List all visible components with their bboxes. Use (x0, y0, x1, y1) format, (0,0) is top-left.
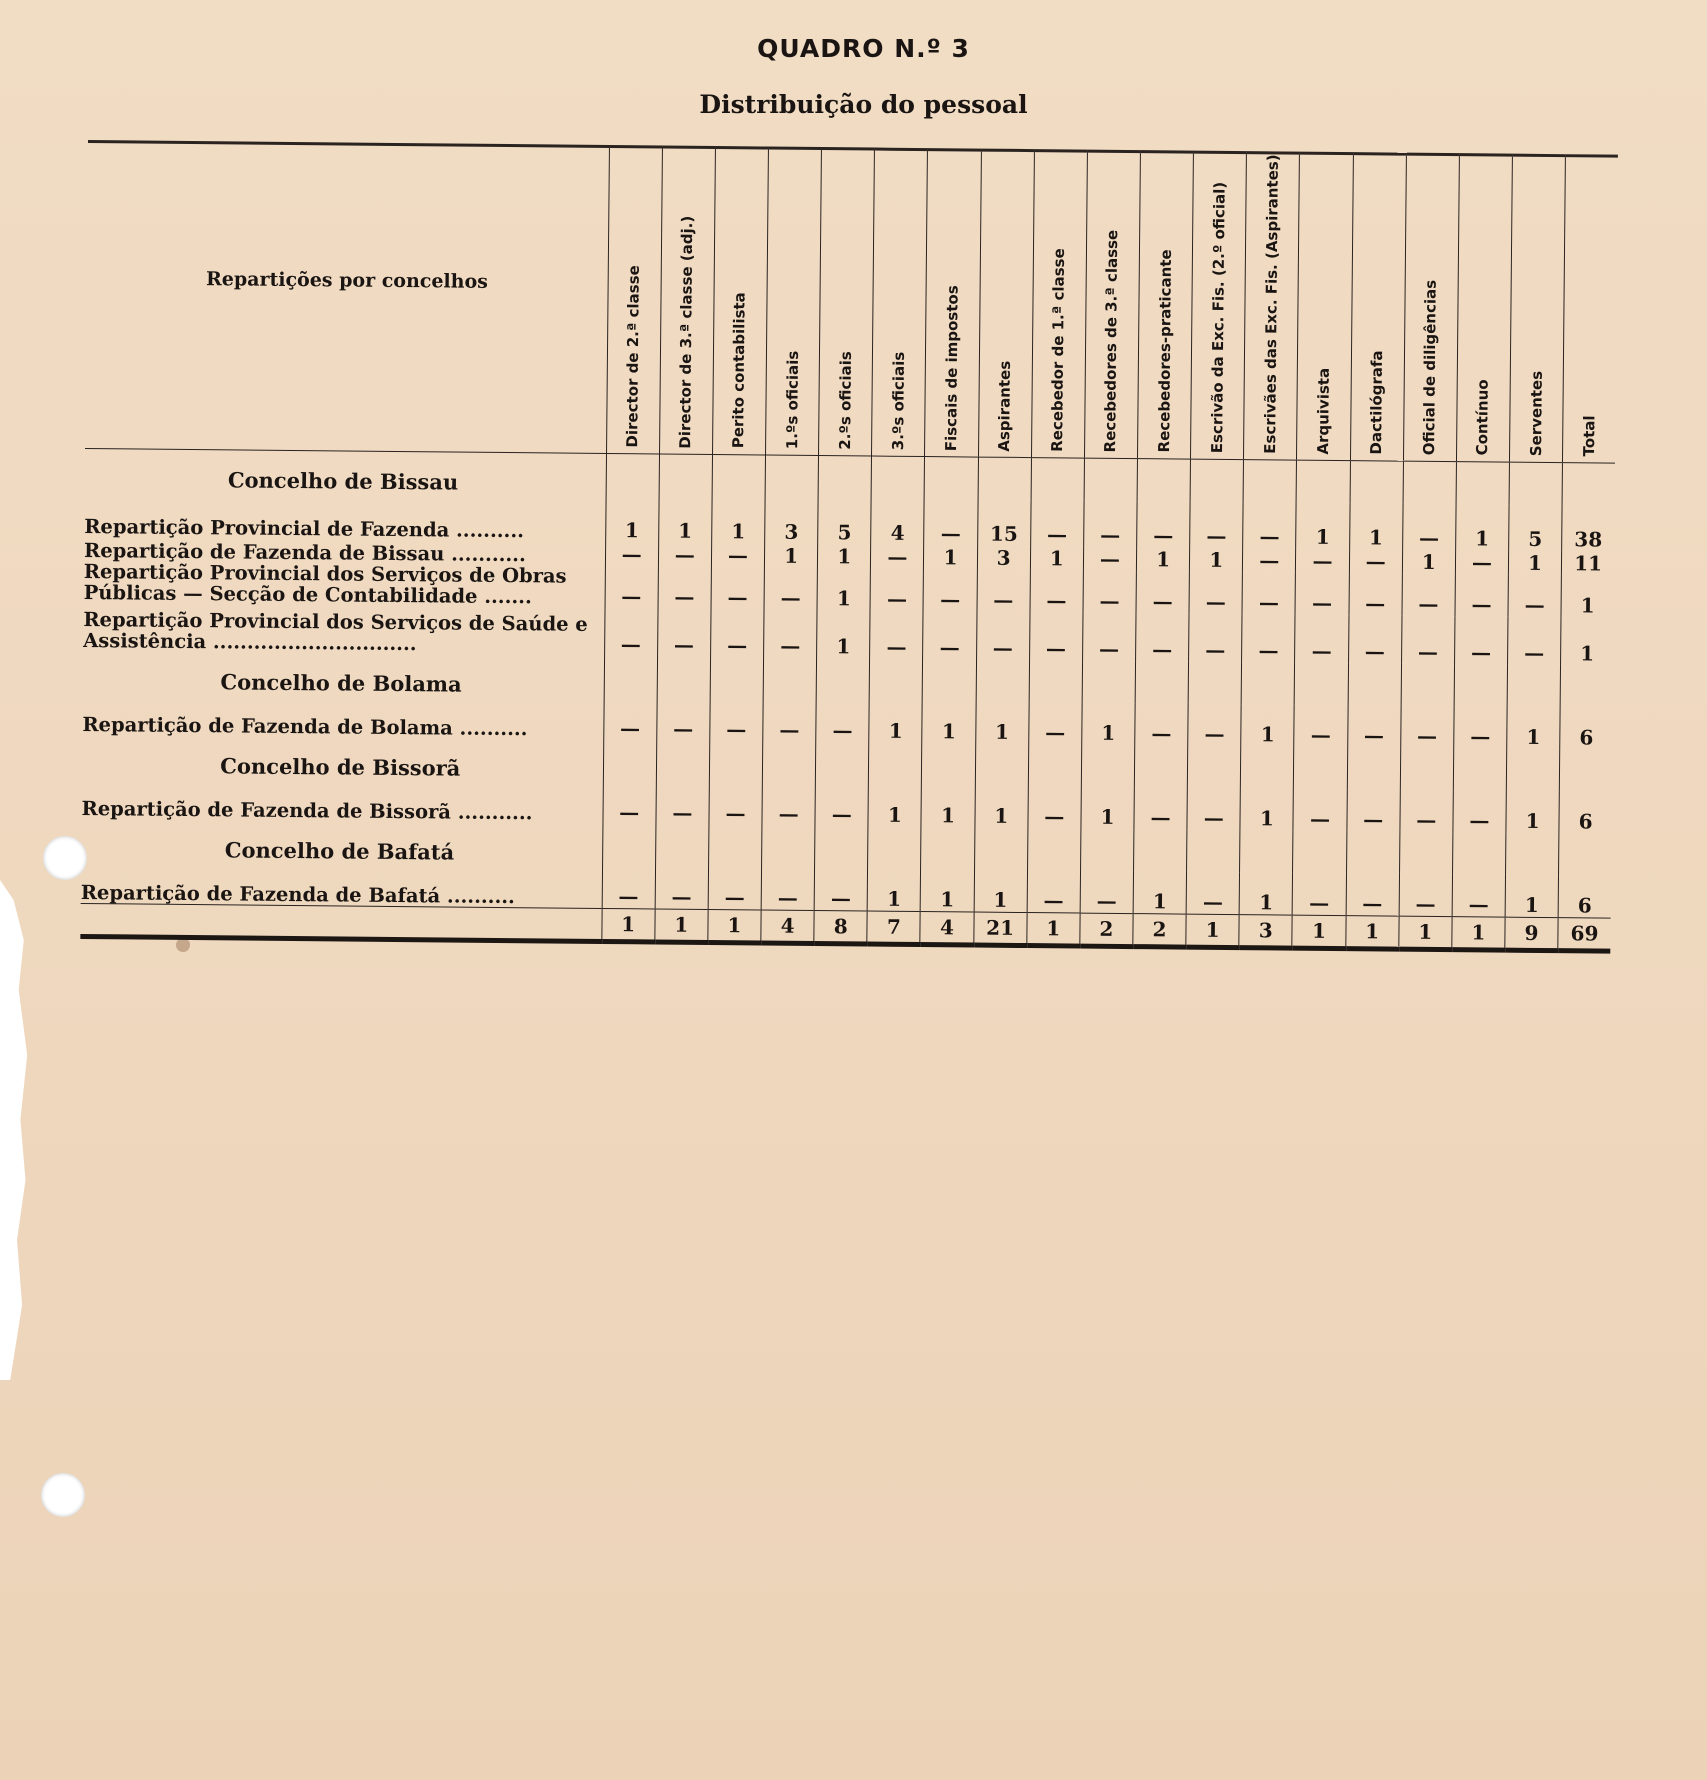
empty-cell (1241, 747, 1295, 790)
table-cell: — (1455, 551, 1508, 576)
torn-paper-edge (0, 880, 34, 1380)
row-label: Repartição Provincial de Fazenda .......... (84, 515, 525, 543)
total-cell: 4 (761, 910, 814, 944)
column-header (1084, 151, 1140, 459)
table-cell: 1 (975, 786, 1029, 829)
table-cell: — (1083, 571, 1137, 614)
column-header (1297, 153, 1353, 461)
table-cell: — (1348, 616, 1402, 665)
empty-cell (1399, 832, 1453, 875)
row-header-cell (85, 141, 609, 453)
total-cell: 1 (655, 909, 708, 943)
table-cell: — (1136, 572, 1190, 615)
empty-cell (1031, 458, 1085, 501)
table-cell: — (708, 867, 762, 910)
column-header (819, 149, 875, 457)
table-cell: — (1402, 574, 1456, 617)
empty-cell (1560, 666, 1613, 709)
total-cell: 8 (814, 911, 867, 945)
column-header (1456, 155, 1512, 463)
row-label: Repartição de Fazenda de Bafatá .......... (80, 881, 515, 909)
column-header-label: Perito contabilista (729, 292, 750, 449)
table-cell: — (655, 867, 709, 910)
table-cell: — (1080, 871, 1134, 914)
empty-cell (655, 825, 709, 868)
empty-cell (1137, 459, 1191, 502)
table-cell: — (1349, 550, 1402, 575)
table-cell: — (1186, 872, 1240, 915)
table-cell: 1 (658, 497, 712, 544)
empty-cell (869, 659, 923, 702)
row-total-cell: 6 (1560, 708, 1613, 751)
empty-cell (1454, 665, 1508, 708)
table-cell: — (711, 543, 764, 568)
table-cell: — (657, 609, 711, 658)
table-cell: — (1399, 874, 1453, 917)
table-cell: — (761, 868, 815, 911)
table-cell: 1 (1082, 703, 1136, 746)
empty-cell (1403, 462, 1457, 505)
table-cell: 1 (922, 701, 976, 744)
empty-cell (1295, 663, 1349, 706)
empty-cell (1346, 832, 1400, 875)
table-cell: — (1508, 617, 1562, 666)
staff-distribution-table-wrapper (80, 140, 1618, 954)
empty-cell (1241, 663, 1295, 706)
empty-cell (710, 657, 764, 700)
group-name: Concelho de Bolama (220, 669, 462, 698)
column-header-label: Director de 3.ª classe (adj.) (676, 215, 697, 449)
table-cell: — (1134, 787, 1188, 830)
total-cell: 1 (1027, 913, 1080, 947)
table-cell: — (870, 569, 924, 612)
totals-label-cell (80, 904, 601, 942)
total-cell: 9 (1505, 918, 1558, 952)
table-cell: — (1296, 549, 1349, 574)
table-cell: 1 (1402, 550, 1455, 575)
empty-cell (1400, 748, 1454, 791)
empty-cell (975, 744, 1029, 787)
group-name: Concelho de Bissorã (220, 753, 461, 782)
table-cell: — (1453, 791, 1507, 834)
table-cell: — (814, 868, 868, 911)
table-cell: — (657, 699, 711, 742)
empty-cell (1187, 830, 1241, 873)
table-cell: 5 (818, 498, 872, 545)
column-header-label: 3.ºs oficiais (888, 351, 908, 451)
empty-cell (978, 457, 1032, 500)
table-cell: 1 (975, 702, 1029, 745)
empty-cell (659, 454, 713, 497)
empty-cell (1028, 744, 1082, 787)
empty-cell (1135, 662, 1189, 705)
table-cell: — (603, 782, 657, 825)
column-header (1138, 152, 1194, 460)
empty-cell (606, 454, 660, 497)
column-header-label: Escrivães das Exc. Fis. (Aspirantes) (1260, 154, 1282, 454)
table-cell: — (1028, 702, 1082, 745)
table-cell: 1 (1081, 787, 1135, 830)
page-subtitle: Distribuição do pessoal (699, 90, 1028, 119)
empty-cell (712, 455, 766, 498)
empty-cell (1452, 833, 1506, 876)
row-total-cell: 1 (1561, 576, 1614, 619)
table-cell: 1 (1241, 705, 1295, 748)
table-cell: — (1136, 614, 1190, 663)
empty-cell (921, 827, 975, 870)
column-header-label: Arquivista (1314, 367, 1333, 455)
table-cell: — (1188, 704, 1242, 747)
table-cell: — (658, 543, 711, 568)
table-cell: 1 (817, 568, 871, 611)
table-cell: — (656, 783, 710, 826)
table-cell: 1 (924, 545, 977, 570)
table-cell: 1 (764, 544, 817, 569)
table-cell: — (764, 610, 818, 659)
column-header (1350, 154, 1406, 462)
table-cell: — (976, 612, 1030, 661)
table-cell: — (1347, 706, 1401, 749)
table-cell: — (1346, 790, 1400, 833)
table-cell: — (1295, 615, 1349, 664)
total-cell: 3 (1239, 915, 1292, 949)
column-header-label: Serventes (1526, 370, 1546, 457)
empty-cell (1084, 459, 1138, 502)
empty-cell (602, 824, 656, 867)
table-cell: — (605, 566, 659, 609)
empty-cell (1187, 746, 1241, 789)
row-label: Repartição de Fazenda de Bolama .......... (82, 713, 528, 741)
table-cell: — (870, 611, 924, 660)
empty-cell (869, 743, 923, 786)
punch-hole-lower (41, 1473, 85, 1517)
table-cell: — (1028, 786, 1082, 829)
table-cell: 1 (1296, 503, 1350, 550)
empty-cell (871, 456, 925, 499)
table-cell: 1 (868, 785, 922, 828)
table-cell: 1 (921, 785, 975, 828)
column-header (712, 148, 768, 456)
column-header (872, 149, 928, 457)
empty-cell (765, 455, 819, 498)
empty-cell (762, 826, 816, 869)
table-cell: — (1400, 790, 1454, 833)
empty-cell (1080, 829, 1134, 872)
group-name: Concelho de Bissau (227, 467, 459, 495)
table-cell: — (710, 699, 764, 742)
empty-cell (1029, 660, 1083, 703)
table-cell: — (1190, 502, 1244, 549)
empty-cell (1293, 831, 1347, 874)
column-header-label: Escrivão da Exc. Fis. (2.º oficial) (1207, 181, 1229, 454)
empty-cell (1507, 665, 1561, 708)
table-cell: — (815, 784, 869, 827)
empty-cell (603, 740, 657, 783)
empty-cell (925, 457, 979, 500)
column-header (1563, 156, 1618, 464)
table-cell: — (924, 499, 978, 546)
column-header-label: Total (1579, 415, 1598, 457)
row-label: Repartição de Fazenda de Bissorã ........... (81, 797, 533, 825)
empty-cell (709, 741, 763, 784)
total-cell: 1 (1399, 917, 1452, 951)
empty-cell (656, 741, 710, 784)
table-cell: 1 (1349, 504, 1403, 551)
table-cell: 3 (765, 498, 819, 545)
table-cell: — (1029, 612, 1083, 661)
table-cell: 1 (867, 869, 921, 912)
empty-cell (1559, 750, 1612, 793)
table-cell: — (1083, 547, 1136, 572)
table-cell: 1 (1190, 548, 1243, 573)
empty-cell (1082, 661, 1136, 704)
table-cell: 1 (1505, 875, 1559, 918)
table-cell: — (604, 608, 658, 657)
empty-cell (1027, 828, 1081, 871)
empty-cell (604, 656, 658, 699)
table-cell: 1 (1239, 873, 1293, 916)
column-header (606, 147, 662, 455)
total-cell: 4 (920, 912, 973, 946)
table-cell: — (1082, 613, 1136, 662)
table-cell: — (1294, 705, 1348, 748)
empty-cell (1243, 460, 1297, 503)
empty-cell (1188, 662, 1242, 705)
total-cell: 1 (1292, 916, 1345, 950)
table-cell: 3 (977, 546, 1030, 571)
table-cell: — (709, 783, 763, 826)
row-total-cell: 1 (1561, 618, 1614, 667)
row-total-cell: 6 (1558, 876, 1611, 919)
empty-cell (1134, 829, 1188, 872)
table-cell: — (764, 568, 818, 611)
table-cell: 1 (1508, 551, 1561, 576)
empty-cell (708, 825, 762, 868)
table-cell: — (1242, 573, 1296, 616)
column-header (1031, 151, 1087, 459)
table-cell: 1 (1506, 791, 1560, 834)
column-header-label: Recebedores de 3.ª classe (1101, 229, 1122, 453)
empty-cell (922, 743, 976, 786)
row-label: Repartição Provincial dos Serviços de Obras Públicas — Secção de Contabilidade ....... (83, 560, 567, 609)
empty-cell (818, 456, 872, 499)
table-cell: — (1187, 788, 1241, 831)
empty-cell (1401, 664, 1455, 707)
table-cell: — (1452, 875, 1506, 918)
column-header-label: 1.ºs oficiais (782, 350, 802, 450)
table-cell: — (1402, 504, 1456, 551)
column-header-label: 2.ºs oficiais (835, 351, 855, 450)
column-header (1403, 154, 1459, 462)
table-cell: — (711, 567, 765, 610)
table-cell: — (763, 700, 817, 743)
table-cell: 1 (1507, 707, 1561, 750)
row-label: Repartição Provincial dos Serviços de Saúde e Assistência .............................. (83, 608, 588, 656)
table-cell: — (658, 567, 712, 610)
column-header-label: Recebedores-praticante (1154, 249, 1175, 453)
table-cell: — (1508, 575, 1562, 618)
column-header-label: Contínuo (1473, 379, 1493, 456)
table-cell: — (1137, 502, 1191, 549)
empty-cell (1456, 462, 1510, 505)
table-cell: — (602, 866, 656, 909)
empty-cell (762, 742, 816, 785)
table-cell: — (1030, 570, 1084, 613)
total-cell: 1 (601, 909, 654, 943)
empty-cell (923, 659, 977, 702)
empty-cell (816, 742, 870, 785)
table-cell: 1 (1240, 789, 1294, 832)
table-body (80, 449, 1615, 952)
table-cell: 1 (974, 870, 1028, 913)
table-cell: — (1027, 870, 1081, 913)
empty-cell (816, 658, 870, 701)
empty-cell (1081, 745, 1135, 788)
table-cell: — (1189, 614, 1243, 663)
table-cell: — (1030, 500, 1084, 547)
column-header (1509, 155, 1565, 463)
empty-cell (1347, 748, 1401, 791)
total-cell: 1 (1345, 916, 1398, 950)
table-cell: — (1293, 789, 1347, 832)
table-cell: 15 (977, 500, 1031, 547)
total-cell: 1 (1452, 917, 1505, 951)
table-cell: — (605, 542, 658, 567)
table-cell: 1 (817, 610, 871, 659)
total-cell: 2 (1133, 914, 1186, 948)
table-cell: — (1243, 549, 1296, 574)
table-cell: — (871, 545, 924, 570)
table-cell: 1 (712, 497, 766, 544)
column-header (978, 150, 1034, 458)
table-cell: — (977, 570, 1031, 613)
table-cell: 1 (1133, 871, 1187, 914)
empty-cell (1297, 461, 1351, 504)
empty-cell (974, 828, 1028, 871)
group-name: Concelho de Bafatá (224, 837, 455, 865)
table-cell: — (1401, 616, 1455, 665)
empty-cell (1294, 747, 1348, 790)
empty-cell (1190, 460, 1244, 503)
table-cell: — (1243, 503, 1297, 550)
table-cell: 1 (818, 544, 871, 569)
total-cell: 2 (1080, 913, 1133, 947)
total-cell: 1 (1186, 915, 1239, 949)
empty-cell (1348, 664, 1402, 707)
empty-cell (815, 826, 869, 869)
empty-cell (1453, 749, 1507, 792)
column-header (925, 150, 981, 458)
table-cell: 1 (1455, 505, 1509, 552)
table-cell: — (1295, 573, 1349, 616)
table-cell: 1 (605, 496, 659, 543)
total-cell: 1 (708, 910, 761, 944)
table-cell: — (710, 609, 764, 658)
column-header-label: Recebedor de 1.ª classe (1048, 248, 1069, 452)
table-cell: — (923, 611, 977, 660)
empty-cell (1350, 461, 1404, 504)
column-header (1244, 153, 1300, 461)
empty-cell (868, 827, 922, 870)
column-header (766, 148, 822, 456)
table-cell: — (1454, 617, 1508, 666)
table-cell: — (603, 698, 657, 741)
empty-cell (1506, 833, 1560, 876)
empty-cell (1134, 745, 1188, 788)
column-header-label: Director de 2.ª classe (623, 265, 643, 448)
table-cell: — (1346, 874, 1400, 917)
total-cell: 69 (1558, 918, 1611, 952)
table-cell: — (816, 700, 870, 743)
total-cell: 21 (973, 912, 1026, 946)
empty-cell (1559, 834, 1612, 877)
table-cell: — (923, 569, 977, 612)
empty-cell (976, 660, 1030, 703)
row-total-cell: 11 (1562, 552, 1615, 577)
table-cell: — (762, 784, 816, 827)
column-header-label: Dactilógrafa (1367, 350, 1387, 455)
table-cell: — (1084, 501, 1138, 548)
column-header (659, 147, 715, 455)
table-cell: — (1455, 575, 1509, 618)
table-cell: — (1349, 574, 1403, 617)
empty-cell (1240, 831, 1294, 874)
row-total-cell: 6 (1559, 792, 1612, 835)
table-cell: — (1454, 707, 1508, 750)
empty-cell (1509, 463, 1563, 506)
column-header-label: Fiscais de impostos (942, 284, 962, 451)
column-header (1191, 152, 1247, 460)
table-cell: — (1293, 873, 1347, 916)
column-header-label: Oficial de diligências (1420, 279, 1440, 456)
empty-cell (1562, 463, 1615, 506)
table-cell: 5 (1509, 505, 1563, 552)
table-cell: 4 (871, 499, 925, 546)
row-label: Repartição de Fazenda de Bissau ........... (83, 539, 526, 567)
table-cell: — (1400, 706, 1454, 749)
table-cell: 1 (869, 701, 923, 744)
table-cell: 1 (1030, 546, 1083, 571)
table-cell: 1 (921, 869, 975, 912)
staff-distribution-table (80, 140, 1618, 954)
table-cell: — (1135, 703, 1189, 746)
column-header-label: Aspirantes (995, 360, 1015, 452)
page-title: QUADRO N.º 3 (757, 34, 970, 63)
table-cell: — (1242, 615, 1296, 664)
empty-cell (763, 658, 817, 701)
table-cell: 1 (1136, 548, 1189, 573)
total-cell: 7 (867, 911, 920, 945)
empty-cell (1506, 749, 1560, 792)
row-header-label: Repartições por concelhos (205, 267, 488, 293)
empty-cell (657, 657, 711, 700)
table-header-row (85, 141, 1618, 463)
table-cell: — (1189, 572, 1243, 615)
row-total-cell: 38 (1562, 506, 1615, 553)
